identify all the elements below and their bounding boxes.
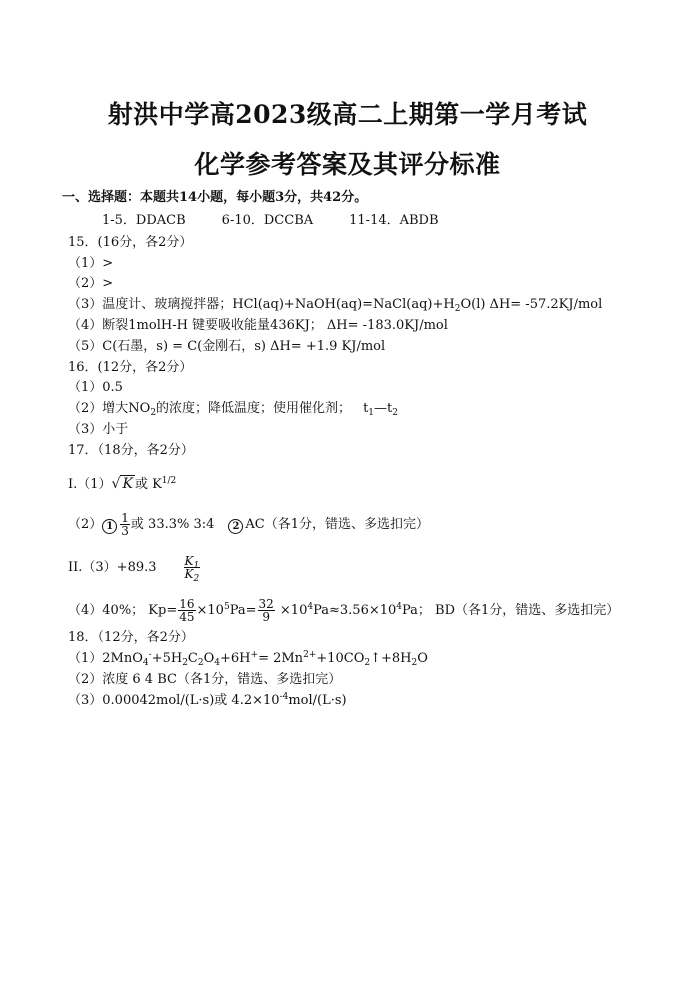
answer-text: （4）40%； Kp= <box>68 603 178 618</box>
subscript: 1 <box>368 408 375 418</box>
sqrt-symbol: √ K <box>111 476 133 492</box>
subscript: 2 <box>193 574 200 584</box>
q16-answer-2 <box>68 401 398 417</box>
q15-heading: 15．(16分，各2分） <box>68 235 193 250</box>
equation-part: O <box>417 651 428 666</box>
equation-part: +6H <box>220 651 251 666</box>
q17-answer-4 <box>68 598 619 623</box>
answer-text: Pa≈3.56×10 <box>313 603 397 618</box>
numerator: 16 <box>179 597 195 611</box>
fraction <box>120 512 130 537</box>
equation-part: +5H <box>151 651 183 666</box>
subscript: 2 <box>454 304 461 314</box>
choice-answers-6-10: 6-10．DCCBA <box>221 213 314 228</box>
superscript: - <box>148 650 152 660</box>
answer-text: ×10 <box>196 603 224 618</box>
q18-answer-1 <box>68 651 428 667</box>
subscript: 2 <box>150 408 157 418</box>
choice-answers-1-5: 1-5．DDACB <box>102 213 186 228</box>
q17-heading: 17．（18分，各2分） <box>68 443 194 458</box>
denominator <box>184 567 201 584</box>
q15-answer-3 <box>68 297 602 313</box>
denominator: 3 <box>121 524 129 538</box>
answer-text: II.（3）+89.3 <box>68 560 157 575</box>
answer-text: mol/(L·s) <box>288 693 347 708</box>
q16-answer-1: （1）0.5 <box>68 380 123 395</box>
subscript: 4 <box>142 658 149 668</box>
q15-answer-1: （1）> <box>68 256 114 271</box>
q16-answer-2-text: （2）增大NO <box>68 401 151 416</box>
equation-part: ↑+8H <box>370 651 412 666</box>
equation-part: O <box>203 651 215 666</box>
equation-part: +10CO <box>316 651 365 666</box>
answer-text: ×10 <box>275 603 308 618</box>
q15-answer-2: （2）> <box>68 276 114 291</box>
q18-heading: 18．（12分，各2分） <box>68 630 194 645</box>
answer-text: Pa； BD（各1分，错选、多选扣完） <box>402 603 620 618</box>
superscript: 4 <box>396 602 403 612</box>
answer-text: AC（各1分，错选、多选扣完） <box>245 517 430 532</box>
alt-text: 或 K <box>134 477 162 492</box>
numerator: 32 <box>258 597 274 611</box>
q16-answer-2-rest: 的浓度；降低温度；使用催化剂； <box>156 401 352 416</box>
denominator: 45 <box>179 610 195 624</box>
time-range: —t <box>374 401 393 416</box>
fraction <box>178 598 195 623</box>
superscript: 1/2 <box>161 476 177 486</box>
subscript: 4 <box>214 658 221 668</box>
q16-heading: 16．(12分，各2分） <box>68 360 193 375</box>
denominator: 9 <box>258 610 275 623</box>
part-label: （2） <box>68 517 103 532</box>
equation-part: C <box>187 651 198 666</box>
q15-answer-3-text: （3）温度计、玻璃搅拌器；HCl(aq)+NaOH(aq)=NaCl(aq)+H <box>68 297 455 312</box>
part-label: I.（1） <box>68 477 112 492</box>
q16-answer-3: （3）小于 <box>68 422 129 437</box>
q17-answer-2 <box>68 512 429 537</box>
q18-answer-3 <box>68 693 347 709</box>
k-symbol: K <box>184 567 194 581</box>
choice-answers-11-14: 11-14．ABDB <box>349 213 439 228</box>
subscript: 2 <box>364 658 371 668</box>
q17-part-ii-3 <box>68 554 201 584</box>
q15-answer-5: （5）C(石墨，s) = C(金刚石，s) ΔH= +1.9 KJ/mol <box>68 339 386 354</box>
subscript: 2 <box>392 408 398 418</box>
answer-text: Pa= <box>229 603 257 618</box>
superscript: 5 <box>223 602 230 612</box>
fraction <box>258 598 275 623</box>
superscript: 4 <box>307 602 314 612</box>
q17-part-i-1 <box>68 476 176 493</box>
circled-number: 2 <box>228 519 243 534</box>
fraction <box>184 554 201 584</box>
numerator <box>184 554 201 571</box>
page-subtitle: 化学参考答案及其评分标准 <box>194 150 501 179</box>
section-choice-heading: 一、选择题：本题共14小题，每小题3分，共42分。 <box>62 190 368 205</box>
page-title: 射洪中学高2023级高二上期第一学月考试 <box>107 100 588 129</box>
subscript: 2 <box>411 658 418 668</box>
subscript: 1 <box>193 561 200 571</box>
q18-answer-2: （2）浓度 6 4 BC（各1分，错选、多选扣完） <box>68 672 342 687</box>
radicand: K <box>122 476 133 492</box>
equation-part: = 2Mn <box>258 651 304 666</box>
answer-text: 或 33.3% 3:4 <box>130 517 215 532</box>
k-symbol: K <box>184 554 194 568</box>
q15-answer-3-dh: O(l) ΔH= -57.2KJ/mol <box>460 297 603 312</box>
answer-text: （3）0.00042mol/(L·s)或 4.2×10 <box>68 693 280 708</box>
choice-answers-row <box>102 213 439 229</box>
numerator: 1 <box>121 511 129 525</box>
superscript: 2+ <box>303 650 317 660</box>
equation-part: （1）2MnO <box>68 651 143 666</box>
circled-number: 1 <box>102 519 117 534</box>
time-label: t <box>363 401 369 416</box>
q15-answer-4: （4）断裂1molH-H 键要吸收能量436KJ； ΔH= -183.0KJ/mol <box>68 318 448 333</box>
superscript: + <box>250 650 259 660</box>
subscript: 2 <box>182 658 188 668</box>
superscript: -4 <box>279 692 289 702</box>
subscript: 2 <box>197 658 204 668</box>
